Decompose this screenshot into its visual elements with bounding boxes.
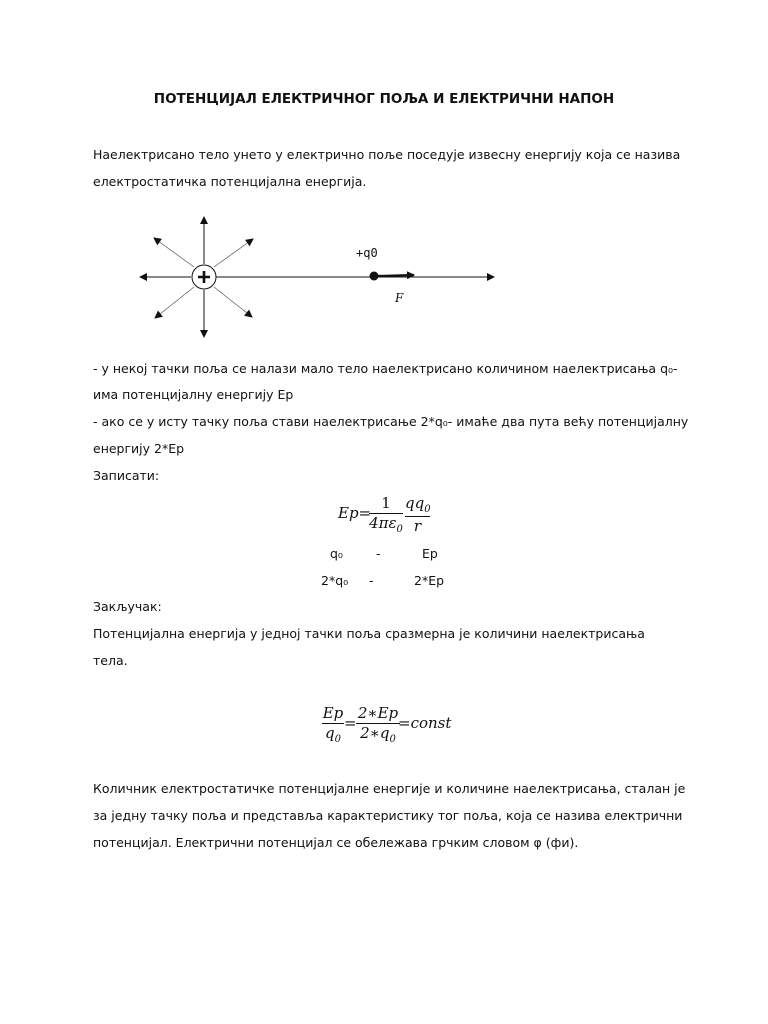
formula1-fraction-1 [369,494,403,535]
page-title: ПОТЕНЦИЈАЛ ЕЛЕКТРИЧНОГ ПОЉА И ЕЛЕКТРИЧНИ НАПОН [153,91,615,107]
point-1-line-1: - у некој тачки поља се налази мало тело наелектрисано количином наелектрисања q₀- [93,361,678,376]
test-charge-dot [370,272,379,281]
intro-line-1: Наелектрисано тело унето у електрично поље поседује извесну енергију која се назива [93,147,681,162]
table-row-2-col-3: 2*Ep [414,573,445,588]
point-2-line-1: - ако се у исту тачку поља стави наелектрисање 2*q₀- имаће два пута већу потенцијалну [93,414,689,429]
final-line-3: потенцијал. Електрични потенцијал се обележава грчким словом φ (фи). [93,835,579,850]
formula2-fraction-2 [356,704,400,745]
test-charge-label: +q0 [356,246,378,260]
table-row-2-col-2: - [369,573,374,588]
table-row-1-col-1: q₀ [330,546,343,561]
formula2-eq1: = [344,714,357,732]
diagonal-field-line-lr [214,287,252,317]
table-row-1-col-3: Ep [422,546,438,561]
final-line-1: Количник електростатичке потенцијалне енергије и количине наелектрисања, сталан је [93,781,686,796]
formula2-fraction-1 [322,704,344,745]
formula1-den2: r [413,517,422,535]
formula1-fraction-2 [405,494,430,535]
diagonal-field-line-ll [155,287,194,318]
formula1-num2: $qq_0$ [405,494,431,515]
formula2-eq2: =const [398,714,452,732]
intro-line-2: електростатичка потенцијална енергија. [93,174,367,189]
formula1-den1: $4\pi\varepsilon_0$ [369,514,403,535]
formula2-n1: Ep [322,704,344,722]
write-label: Записати: [93,468,160,483]
table-row-2-col-1: 2*q₀ [321,573,349,588]
conclusion-line-1: Потенцијална енергија у једној тачки поља сразмерна је количини наелектрисања [93,626,645,641]
conclusion-line-2: тела. [93,653,128,668]
force-arrow [378,275,414,276]
formula1-lhs: Ep= [338,504,372,522]
formula1-num1: 1 [381,494,391,512]
formula2-n2: 2∗Ep [357,704,399,722]
formula2-d2: $2∗q_0$ [360,724,396,745]
conclusion-label: Закључак: [93,599,162,614]
formula2-d1: $q_0$ [325,724,341,745]
point-2-line-2: енергију 2*Ep [93,441,185,456]
diagonal-field-line-ur [214,239,253,267]
force-label: F [395,291,404,305]
final-line-2: за једну тачку поља и представља карактеристику тог поља, која се назива електрични [93,808,683,823]
point-1-line-2: има потенцијалну енергију Ep [93,387,294,402]
diagonal-field-line-ul [154,238,194,267]
table-row-1-col-2: - [376,546,381,561]
